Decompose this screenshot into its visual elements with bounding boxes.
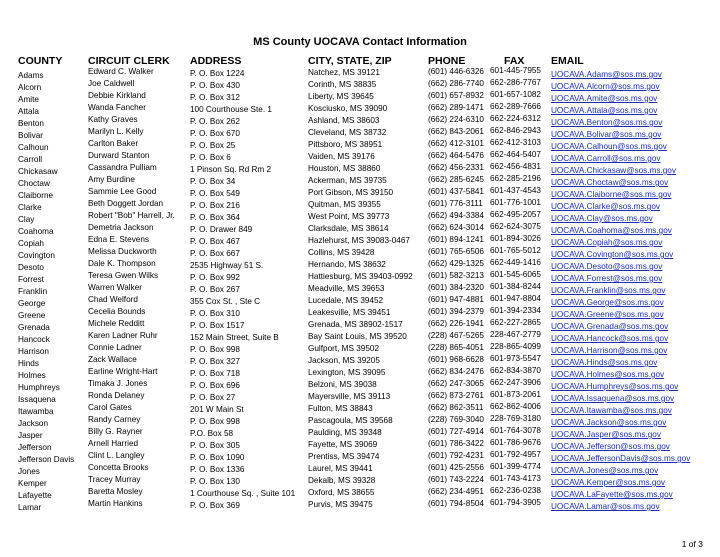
address-cell: 1 Courthouse Sq. , Suite 101: [190, 489, 296, 498]
fax-cell: 601-743-4173: [490, 474, 541, 483]
address-cell: P. O. Box 1517: [190, 321, 245, 330]
city-state-zip-cell: Pittsboro, MS 38951: [308, 140, 383, 149]
header-address: ADDRESS: [190, 55, 242, 67]
email-link[interactable]: UOCAVA.Holmes@sos.ms.gov: [551, 370, 665, 379]
fax-cell: 228-865-4099: [490, 342, 541, 351]
header-phone: PHONE: [428, 55, 466, 67]
phone-cell: (601) 394-2379: [428, 307, 484, 316]
phone-cell: (601) 968-6628: [428, 355, 484, 364]
county-cell: Calhoun: [18, 143, 49, 152]
circuit-clerk-cell: Arnell Harried: [88, 439, 139, 448]
phone-cell: (228) 467-5265: [428, 331, 484, 340]
email-link[interactable]: UOCAVA.Clarke@sos.ms.gov: [551, 202, 661, 211]
county-cell: Clay: [18, 215, 35, 224]
county-cell: Grenada: [18, 323, 50, 332]
address-cell: P. O. Box 369: [190, 501, 240, 510]
email-link[interactable]: UOCAVA.Claiborne@sos.ms.gov: [551, 190, 672, 199]
address-cell: P. O. Box 6: [190, 153, 231, 162]
fax-cell: 662-236-0238: [490, 486, 541, 495]
fax-cell: 662-224-6312: [490, 114, 541, 123]
fax-cell: 662-289-7666: [490, 102, 541, 111]
circuit-clerk-cell: Zack Wallace: [88, 355, 137, 364]
address-cell: P. O. Box 992: [190, 273, 240, 282]
email-link[interactable]: UOCAVA.Itawamba@sos.ms.gov: [551, 406, 672, 415]
county-cell: Chickasaw: [18, 167, 58, 176]
address-cell: 355 Cox St. , Ste C: [190, 297, 261, 306]
fax-cell: 662-285-2196: [490, 174, 541, 183]
fax-cell: 662-495-2057: [490, 210, 541, 219]
address-cell: P. O. Box 25: [190, 141, 236, 150]
email-link[interactable]: UOCAVA.Benton@sos.ms.gov: [551, 118, 663, 127]
city-state-zip-cell: West Point, MS 39773: [308, 212, 390, 221]
phone-cell: (662) 285-6245: [428, 175, 484, 184]
circuit-clerk-cell: Billy G. Rayner: [88, 427, 143, 436]
fax-cell: 601-399-4774: [490, 462, 541, 471]
city-state-zip-cell: Hernando, MS 38632: [308, 260, 386, 269]
circuit-clerk-cell: Kathy Graves: [88, 115, 138, 124]
address-cell: P. O. Box 1224: [190, 69, 245, 78]
address-cell: 1 Pinson Sq. Rd Rm 2: [190, 165, 272, 174]
county-cell: Desoto: [18, 263, 44, 272]
city-state-zip-cell: Jackson, MS 39205: [308, 356, 380, 365]
county-cell: Jasper: [18, 431, 43, 440]
address-cell: P. O. Box 216: [190, 201, 240, 210]
email-link[interactable]: UOCAVA.LaFayette@sos.ms.gov: [551, 490, 673, 499]
email-link[interactable]: UOCAVA.Calhoun@sos.ms.gov: [551, 142, 667, 151]
email-link[interactable]: UOCAVA.Hancock@sos.ms.gov: [551, 334, 669, 343]
header-city-state-zip: CITY, STATE, ZIP: [308, 55, 392, 67]
city-state-zip-cell: Leakesville, MS 39451: [308, 308, 391, 317]
circuit-clerk-cell: Tracey Murray: [88, 475, 141, 484]
county-cell: Jackson: [18, 419, 49, 428]
phone-cell: (601) 947-4881: [428, 295, 484, 304]
fax-cell: 601-973-5547: [490, 354, 541, 363]
email-link[interactable]: UOCAVA.George@sos.ms.gov: [551, 298, 664, 307]
city-state-zip-cell: Hazlehurst, MS 39083-0467: [308, 236, 410, 245]
address-cell: P. O. Box 34: [190, 177, 236, 186]
circuit-clerk-cell: Melissa Duckworth: [88, 247, 157, 256]
city-state-zip-cell: Gulfport, MS 39502: [308, 344, 379, 353]
email-link[interactable]: UOCAVA.Amite@sos.ms.gov: [551, 94, 658, 103]
fax-cell: 601-765-5012: [490, 246, 541, 255]
address-cell: P. O. Box 467: [190, 237, 240, 246]
circuit-clerk-cell: Robert "Bob" Harrell, Jr.: [88, 211, 175, 220]
fax-cell: 601-873-2061: [490, 390, 541, 399]
email-link[interactable]: UOCAVA.Jasper@sos.ms.gov: [551, 430, 661, 439]
city-state-zip-cell: Kosciusko, MS 39090: [308, 104, 388, 113]
phone-cell: (601) 743-2224: [428, 475, 484, 484]
city-state-zip-cell: Collins, MS 39428: [308, 248, 375, 257]
page-title: MS County UOCAVA Contact Information: [253, 36, 467, 48]
county-cell: Greene: [18, 311, 46, 320]
fax-cell: 601-894-3026: [490, 234, 541, 243]
circuit-clerk-cell: Beth Doggett Jordan: [88, 199, 164, 208]
circuit-clerk-cell: Karen Ladner Ruhr: [88, 331, 158, 340]
email-link[interactable]: UOCAVA.Alcorn@sos.ms.gov: [551, 82, 660, 91]
address-cell: P. O. Box 267: [190, 285, 240, 294]
fax-cell: 601-792-4957: [490, 450, 541, 459]
city-state-zip-cell: Laurel, MS 39441: [308, 464, 373, 473]
fax-cell: 662-456-4831: [490, 162, 541, 171]
phone-cell: (601) 446-6326: [428, 67, 484, 76]
fax-cell: 601-794-3905: [490, 498, 541, 507]
address-cell: P. O. Box 310: [190, 309, 240, 318]
email-link[interactable]: UOCAVA.Chickasaw@sos.ms.gov: [551, 166, 676, 175]
city-state-zip-cell: Meadville, MS 39653: [308, 284, 385, 293]
phone-cell: (662) 286-7740: [428, 79, 484, 88]
email-link[interactable]: UOCAVA.Adams@sos.ms.gov: [551, 70, 662, 79]
email-link[interactable]: UOCAVA.Jackson@sos.ms.gov: [551, 418, 667, 427]
phone-cell: (601) 425-2556: [428, 463, 484, 472]
phone-cell: (662) 624-3014: [428, 223, 484, 232]
contact-table: [0, 68, 720, 512]
email-link[interactable]: UOCAVA.Clay@sos.ms.gov: [551, 214, 653, 223]
circuit-clerk-cell: Baretta Mosley: [88, 487, 143, 496]
phone-cell: (601) 727-4914: [428, 427, 484, 436]
county-cell: Humphreys: [18, 383, 60, 392]
county-cell: Adams: [18, 71, 44, 80]
city-state-zip-cell: Fayette, MS 39069: [308, 440, 378, 449]
address-cell: P. O. Box 262: [190, 117, 240, 126]
county-cell: Covington: [18, 251, 55, 260]
city-state-zip-cell: Belzoni, MS 39038: [308, 380, 377, 389]
email-link[interactable]: UOCAVA.Lamar@sos.ms.gov: [551, 502, 660, 511]
email-link[interactable]: UOCAVA.JeffersonDavis@sos.ms.gov: [551, 454, 691, 463]
phone-cell: (601) 657-8932: [428, 91, 484, 100]
email-link[interactable]: UOCAVA.Jones@sos.ms.gov: [551, 466, 659, 475]
circuit-clerk-cell: Sammie Lee Good: [88, 187, 157, 196]
county-cell: Harrison: [18, 347, 49, 356]
circuit-clerk-cell: Connie Ladner: [88, 343, 142, 352]
city-state-zip-cell: Clarksdale, MS 38614: [308, 224, 389, 233]
address-cell: P. O. Box 670: [190, 129, 240, 138]
circuit-clerk-cell: Clint L. Langley: [88, 451, 145, 460]
fax-cell: 662-412-3103: [490, 138, 541, 147]
circuit-clerk-cell: Marilyn L. Kelly: [88, 127, 144, 136]
phone-cell: (662) 226-1941: [428, 319, 484, 328]
circuit-clerk-cell: Ronda Delaney: [88, 391, 145, 400]
phone-cell: (662) 873-2761: [428, 391, 484, 400]
county-cell: Carroll: [18, 155, 43, 164]
email-link[interactable]: UOCAVA.Coahoma@sos.ms.gov: [551, 226, 672, 235]
city-state-zip-cell: Pascagoula, MS 39568: [308, 416, 393, 425]
circuit-clerk-cell: Cassandra Pulliam: [88, 163, 157, 172]
address-cell: 2535 Highway 51 S.: [190, 261, 264, 270]
phone-cell: (601) 582-3213: [428, 271, 484, 280]
email-link[interactable]: UOCAVA.Humphreys@sos.ms.gov: [551, 382, 679, 391]
county-cell: Attala: [18, 107, 39, 116]
circuit-clerk-cell: Warren Walker: [88, 283, 142, 292]
email-link[interactable]: UOCAVA.Forrest@sos.ms.gov: [551, 274, 663, 283]
email-link[interactable]: UOCAVA.Franklin@sos.ms.gov: [551, 286, 666, 295]
email-link[interactable]: UOCAVA.Copiah@sos.ms.gov: [551, 238, 663, 247]
phone-cell: (601) 894-1241: [428, 235, 484, 244]
county-cell: Lafayette: [18, 491, 52, 500]
county-cell: Kemper: [18, 479, 47, 488]
address-cell: P.O. Box 58: [190, 429, 234, 438]
address-cell: P. O. Box 718: [190, 369, 240, 378]
city-state-zip-cell: Houston, MS 38860: [308, 164, 381, 173]
phone-cell: (601) 794-8504: [428, 499, 484, 508]
phone-cell: (601) 384-2320: [428, 283, 484, 292]
county-cell: Amite: [18, 95, 39, 104]
city-state-zip-cell: Corinth, MS 38835: [308, 80, 377, 89]
phone-cell: (228) 865-4051: [428, 343, 484, 352]
phone-cell: (601) 437-5841: [428, 187, 484, 196]
email-link[interactable]: UOCAVA.Carroll@sos.ms.gov: [551, 154, 661, 163]
city-state-zip-cell: Oxford, MS 38655: [308, 488, 375, 497]
address-cell: P. O. Box 998: [190, 345, 240, 354]
address-cell: 100 Courthouse Ste. 1: [190, 105, 272, 114]
city-state-zip-cell: Lexington, MS 39095: [308, 368, 386, 377]
fax-cell: 601-394-2334: [490, 306, 541, 315]
email-link[interactable]: UOCAVA.Issaquena@sos.ms.gov: [551, 394, 675, 403]
header-fax: FAX: [504, 55, 525, 67]
city-state-zip-cell: Vaiden, MS 39176: [308, 152, 375, 161]
fax-cell: 601-947-8804: [490, 294, 541, 303]
email-link[interactable]: UOCAVA.Greene@sos.ms.gov: [551, 310, 664, 319]
fax-cell: 601-437-4543: [490, 186, 541, 195]
county-cell: Hancock: [18, 335, 50, 344]
address-cell: P. O. Box 549: [190, 189, 240, 198]
header-circuit-clerk: CIRCUIT CLERK: [88, 55, 170, 67]
phone-cell: (662) 456-2331: [428, 163, 484, 172]
address-cell: P. O. Box 130: [190, 477, 240, 486]
fax-cell: 662-862-4006: [490, 402, 541, 411]
phone-cell: (662) 289-1471: [428, 103, 484, 112]
address-cell: P. O. Box 364: [190, 213, 240, 222]
circuit-clerk-cell: Carlton Baker: [88, 139, 139, 148]
city-state-zip-cell: Mayersville, MS 39113: [308, 392, 391, 401]
email-link[interactable]: UOCAVA.Attala@sos.ms.gov: [551, 106, 658, 115]
county-cell: Bolivar: [18, 131, 44, 140]
county-cell: Benton: [18, 119, 44, 128]
header-county: COUNTY: [18, 55, 63, 67]
phone-cell: (601) 765-6506: [428, 247, 484, 256]
circuit-clerk-cell: Randy Carney: [88, 415, 141, 424]
county-cell: Forrest: [18, 275, 44, 284]
county-cell: Clarke: [18, 203, 42, 212]
county-cell: Coahoma: [18, 227, 54, 236]
table-row: [0, 500, 720, 512]
fax-cell: 601-786-9676: [490, 438, 541, 447]
address-cell: P. O. Box 667: [190, 249, 240, 258]
email-link[interactable]: UOCAVA.Bolivar@sos.ms.gov: [551, 130, 662, 139]
city-state-zip-cell: Port Gibson, MS 39150: [308, 188, 394, 197]
circuit-clerk-cell: Durward Stanton: [88, 151, 150, 160]
city-state-zip-cell: Hattiesburg, MS 39403-0992: [308, 272, 413, 281]
email-link[interactable]: UOCAVA.Hinds@sos.ms.gov: [551, 358, 658, 367]
county-cell: Alcorn: [18, 83, 42, 92]
phone-cell: (662) 494-3384: [428, 211, 484, 220]
page-number: 1 of 3: [681, 539, 703, 549]
address-cell: P. O. Box 1090: [190, 453, 245, 462]
phone-cell: (662) 843-2061: [428, 127, 484, 136]
email-link[interactable]: UOCAVA.Desoto@sos.ms.gov: [551, 262, 663, 271]
phone-cell: (601) 792-4231: [428, 451, 484, 460]
county-cell: Jones: [18, 467, 40, 476]
address-cell: P. O. Box 305: [190, 441, 240, 450]
circuit-clerk-cell: Joe Caldwell: [88, 79, 135, 88]
city-state-zip-cell: Natchez, MS 39121: [308, 68, 380, 77]
fax-cell: 228-467-2779: [490, 330, 541, 339]
circuit-clerk-cell: Teresa Gwen Wilks: [88, 271, 159, 280]
phone-cell: (662) 834-2476: [428, 367, 484, 376]
email-link[interactable]: UOCAVA.Choctaw@sos.ms.gov: [551, 178, 669, 187]
email-link[interactable]: UOCAVA.Covington@sos.ms.gov: [551, 250, 674, 259]
fax-cell: 228-769-3180: [490, 414, 541, 423]
city-state-zip-cell: Dekalb, MS 39328: [308, 476, 376, 485]
fax-cell: 662-286-7767: [490, 78, 541, 87]
circuit-clerk-cell: Edward C. Walker: [88, 67, 154, 76]
county-cell: Copiah: [18, 239, 44, 248]
city-state-zip-cell: Paulding, MS 39348: [308, 428, 382, 437]
phone-cell: (662) 412-3101: [428, 139, 484, 148]
fax-cell: 662-247-3906: [490, 378, 541, 387]
email-link[interactable]: UOCAVA.Harrison@sos.ms.gov: [551, 346, 668, 355]
county-cell: Holmes: [18, 371, 46, 380]
city-state-zip-cell: Fulton, MS 38843: [308, 404, 373, 413]
address-cell: 152 Main Street, Suite B: [190, 333, 279, 342]
county-cell: Franklin: [18, 287, 48, 296]
fax-cell: 601-776-1001: [490, 198, 541, 207]
county-cell: Lamar: [18, 503, 42, 512]
fax-cell: 662-464-5407: [490, 150, 541, 159]
city-state-zip-cell: Cleveland, MS 38732: [308, 128, 387, 137]
address-cell: P. O. Drawer 849: [190, 225, 253, 234]
address-cell: P. O. Box 430: [190, 81, 240, 90]
phone-cell: (601) 776-3111: [428, 199, 483, 208]
circuit-clerk-cell: Martin Hankins: [88, 499, 143, 508]
phone-cell: (228) 769-3040: [428, 415, 484, 424]
city-state-zip-cell: Liberty, MS 39645: [308, 92, 374, 101]
city-state-zip-cell: Ashland, MS 38603: [308, 116, 380, 125]
city-state-zip-cell: Grenada, MS 38902-1517: [308, 320, 403, 329]
phone-cell: (662) 862-3511: [428, 403, 484, 412]
fax-cell: 662-834-3870: [490, 366, 541, 375]
phone-cell: (662) 247-3065: [428, 379, 484, 388]
county-cell: Jefferson Davis: [18, 455, 75, 464]
fax-cell: 601-445-7955: [490, 66, 541, 75]
fax-cell: 662-846-2943: [490, 126, 541, 135]
city-state-zip-cell: Quitman, MS 39355: [308, 200, 381, 209]
email-link[interactable]: UOCAVA.Kemper@sos.ms.gov: [551, 478, 666, 487]
county-cell: George: [18, 299, 46, 308]
county-cell: Claiborne: [18, 191, 54, 200]
circuit-clerk-cell: Amy Burdine: [88, 175, 135, 184]
city-state-zip-cell: Bay Saint Louis, MS 39520: [308, 332, 407, 341]
county-cell: Jefferson: [18, 443, 52, 452]
address-cell: P. O. Box 998: [190, 417, 240, 426]
address-cell: P. O. Box 696: [190, 381, 240, 390]
circuit-clerk-cell: Dale K. Thompson: [88, 259, 156, 268]
circuit-clerk-cell: Chad Welford: [88, 295, 138, 304]
phone-cell: (662) 224-6310: [428, 115, 484, 124]
email-link[interactable]: UOCAVA.Jefferson@sos.ms.gov: [551, 442, 670, 451]
address-cell: 201 W Main St: [190, 405, 244, 414]
circuit-clerk-cell: Earline Wright-Hart: [88, 367, 158, 376]
circuit-clerk-cell: Demetria Jackson: [88, 223, 154, 232]
phone-cell: (662) 429-1325: [428, 259, 484, 268]
circuit-clerk-cell: Timaka J. Jones: [88, 379, 148, 388]
fax-cell: 601-764-3078: [490, 426, 541, 435]
circuit-clerk-cell: Cecelia Bounds: [88, 307, 146, 316]
city-state-zip-cell: Lucedale, MS 39452: [308, 296, 384, 305]
fax-cell: 601-657-1082: [490, 90, 541, 99]
city-state-zip-cell: Purvis, MS 39475: [308, 500, 373, 509]
circuit-clerk-cell: Concetta Brooks: [88, 463, 149, 472]
circuit-clerk-cell: Michele Redditt: [88, 319, 145, 328]
fax-cell: 662-449-1416: [490, 258, 541, 267]
fax-cell: 601-545-6065: [490, 270, 541, 279]
county-cell: Choctaw: [18, 179, 50, 188]
fax-cell: 662-624-3075: [490, 222, 541, 231]
phone-cell: (662) 234-4951: [428, 487, 484, 496]
email-link[interactable]: UOCAVA.Grenada@sos.ms.gov: [551, 322, 669, 331]
circuit-clerk-cell: Wanda Fancher: [88, 103, 146, 112]
phone-cell: (601) 786-3422: [428, 439, 484, 448]
address-cell: P. O. Box 327: [190, 357, 240, 366]
address-cell: P. O. Box 312: [190, 93, 240, 102]
circuit-clerk-cell: Carol Gates: [88, 403, 132, 412]
address-cell: P. O. Box 27: [190, 393, 236, 402]
fax-cell: 662-227-2865: [490, 318, 541, 327]
city-state-zip-cell: Prentiss, MS 39474: [308, 452, 380, 461]
address-cell: P. O. Box 1336: [190, 465, 245, 474]
phone-cell: (662) 464-5476: [428, 151, 484, 160]
header-email: EMAIL: [551, 55, 584, 67]
county-cell: Itawamba: [18, 407, 54, 416]
circuit-clerk-cell: Debbie Kirkland: [88, 91, 146, 100]
county-cell: Issaquena: [18, 395, 56, 404]
city-state-zip-cell: Ackerman, MS 39735: [308, 176, 387, 185]
fax-cell: 601-384-8244: [490, 282, 541, 291]
county-cell: Hinds: [18, 359, 39, 368]
circuit-clerk-cell: Edna E. Stevens: [88, 235, 149, 244]
